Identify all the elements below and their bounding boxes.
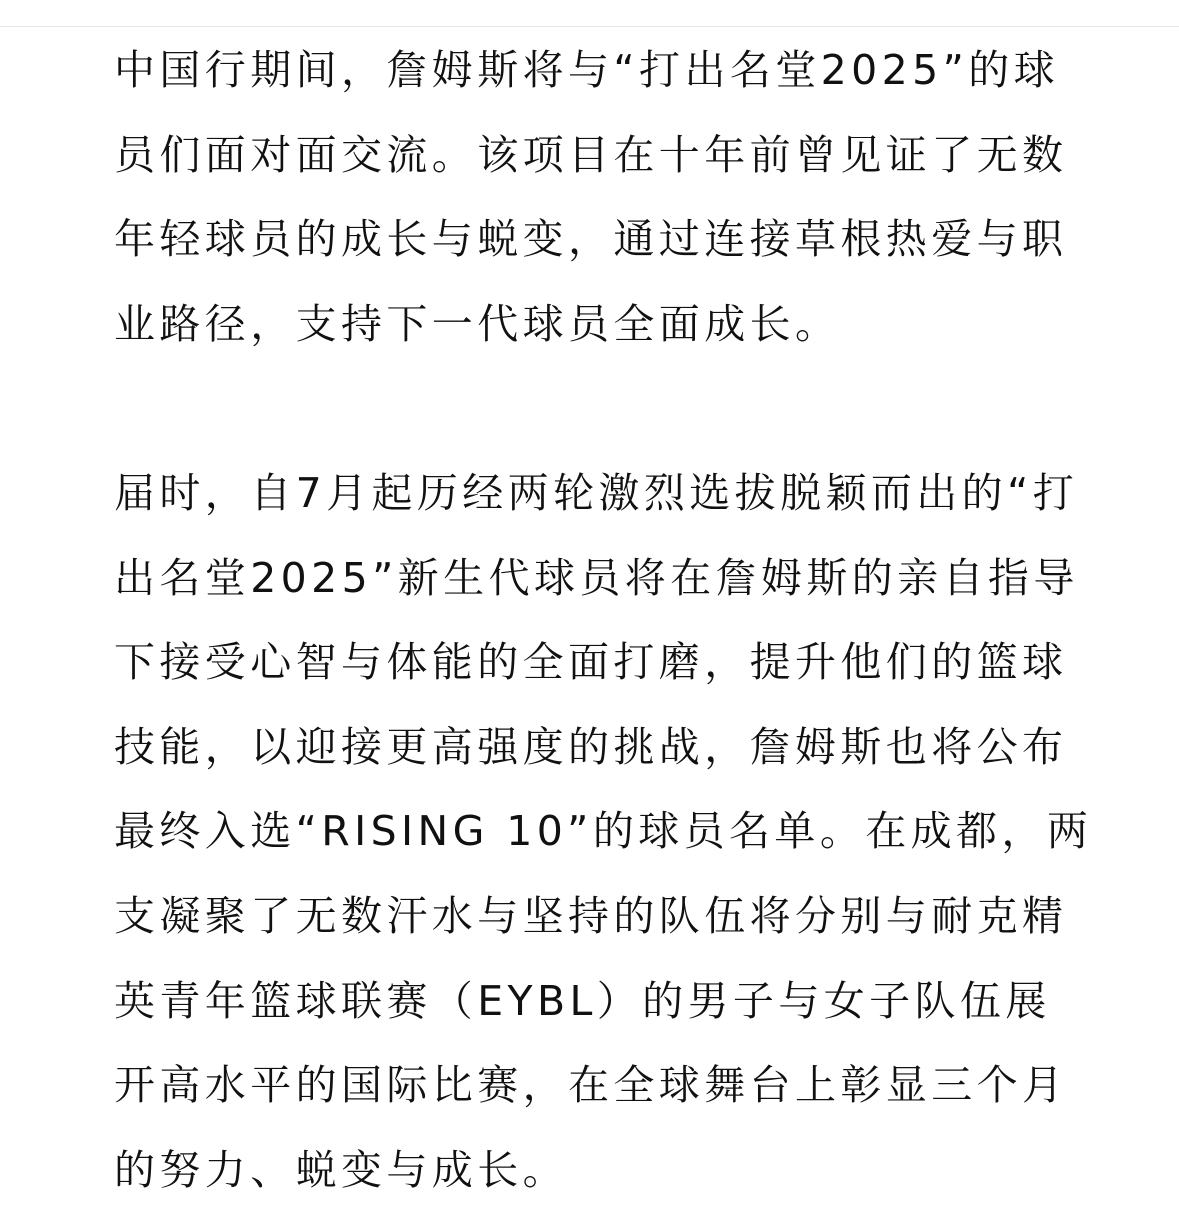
paragraph-spacer	[114, 366, 1074, 451]
text-line: 最终入选“RISING 10”的球员名单。在成都，两	[114, 807, 1093, 856]
text-line: 支凝聚了无数汗水与坚持的队伍将分别与耐克精	[114, 891, 1068, 940]
text-line: 员们面对面交流。该项目在十年前曾见证了无数	[114, 130, 1068, 179]
text-line: 开高水平的国际比赛，在全球舞台上彰显三个月	[114, 1061, 1068, 1110]
text-line: 中国行期间，詹姆斯将与“打出名堂2025”的球	[114, 46, 1060, 94]
text-line: 届时，自7月起历经两轮激烈选拔脱颖而出的“打	[114, 468, 1079, 517]
text-line: 出名堂2025”新生代球员将在詹姆斯的亲自指导	[114, 553, 1079, 602]
article-body	[114, 28, 1093, 1212]
paragraph-1	[114, 28, 1074, 366]
text-line: 年轻球员的成长与蜕变，通过连接草根热爱与职	[114, 215, 1068, 264]
text-line: 技能，以迎接更高强度的挑战，詹姆斯也将公布	[114, 722, 1068, 771]
text-line: 的努力、蜕变与成长。	[114, 1145, 568, 1194]
text-line: 英青年篮球联赛（EYBL）的男子与女子队伍展	[114, 976, 1051, 1025]
top-divider	[0, 26, 1179, 27]
text-line: 下接受心智与体能的全面打磨，提升他们的篮球	[114, 638, 1068, 687]
text-line: 业路径，支持下一代球员全面成长。	[114, 299, 841, 348]
paragraph-2	[114, 451, 1093, 1212]
